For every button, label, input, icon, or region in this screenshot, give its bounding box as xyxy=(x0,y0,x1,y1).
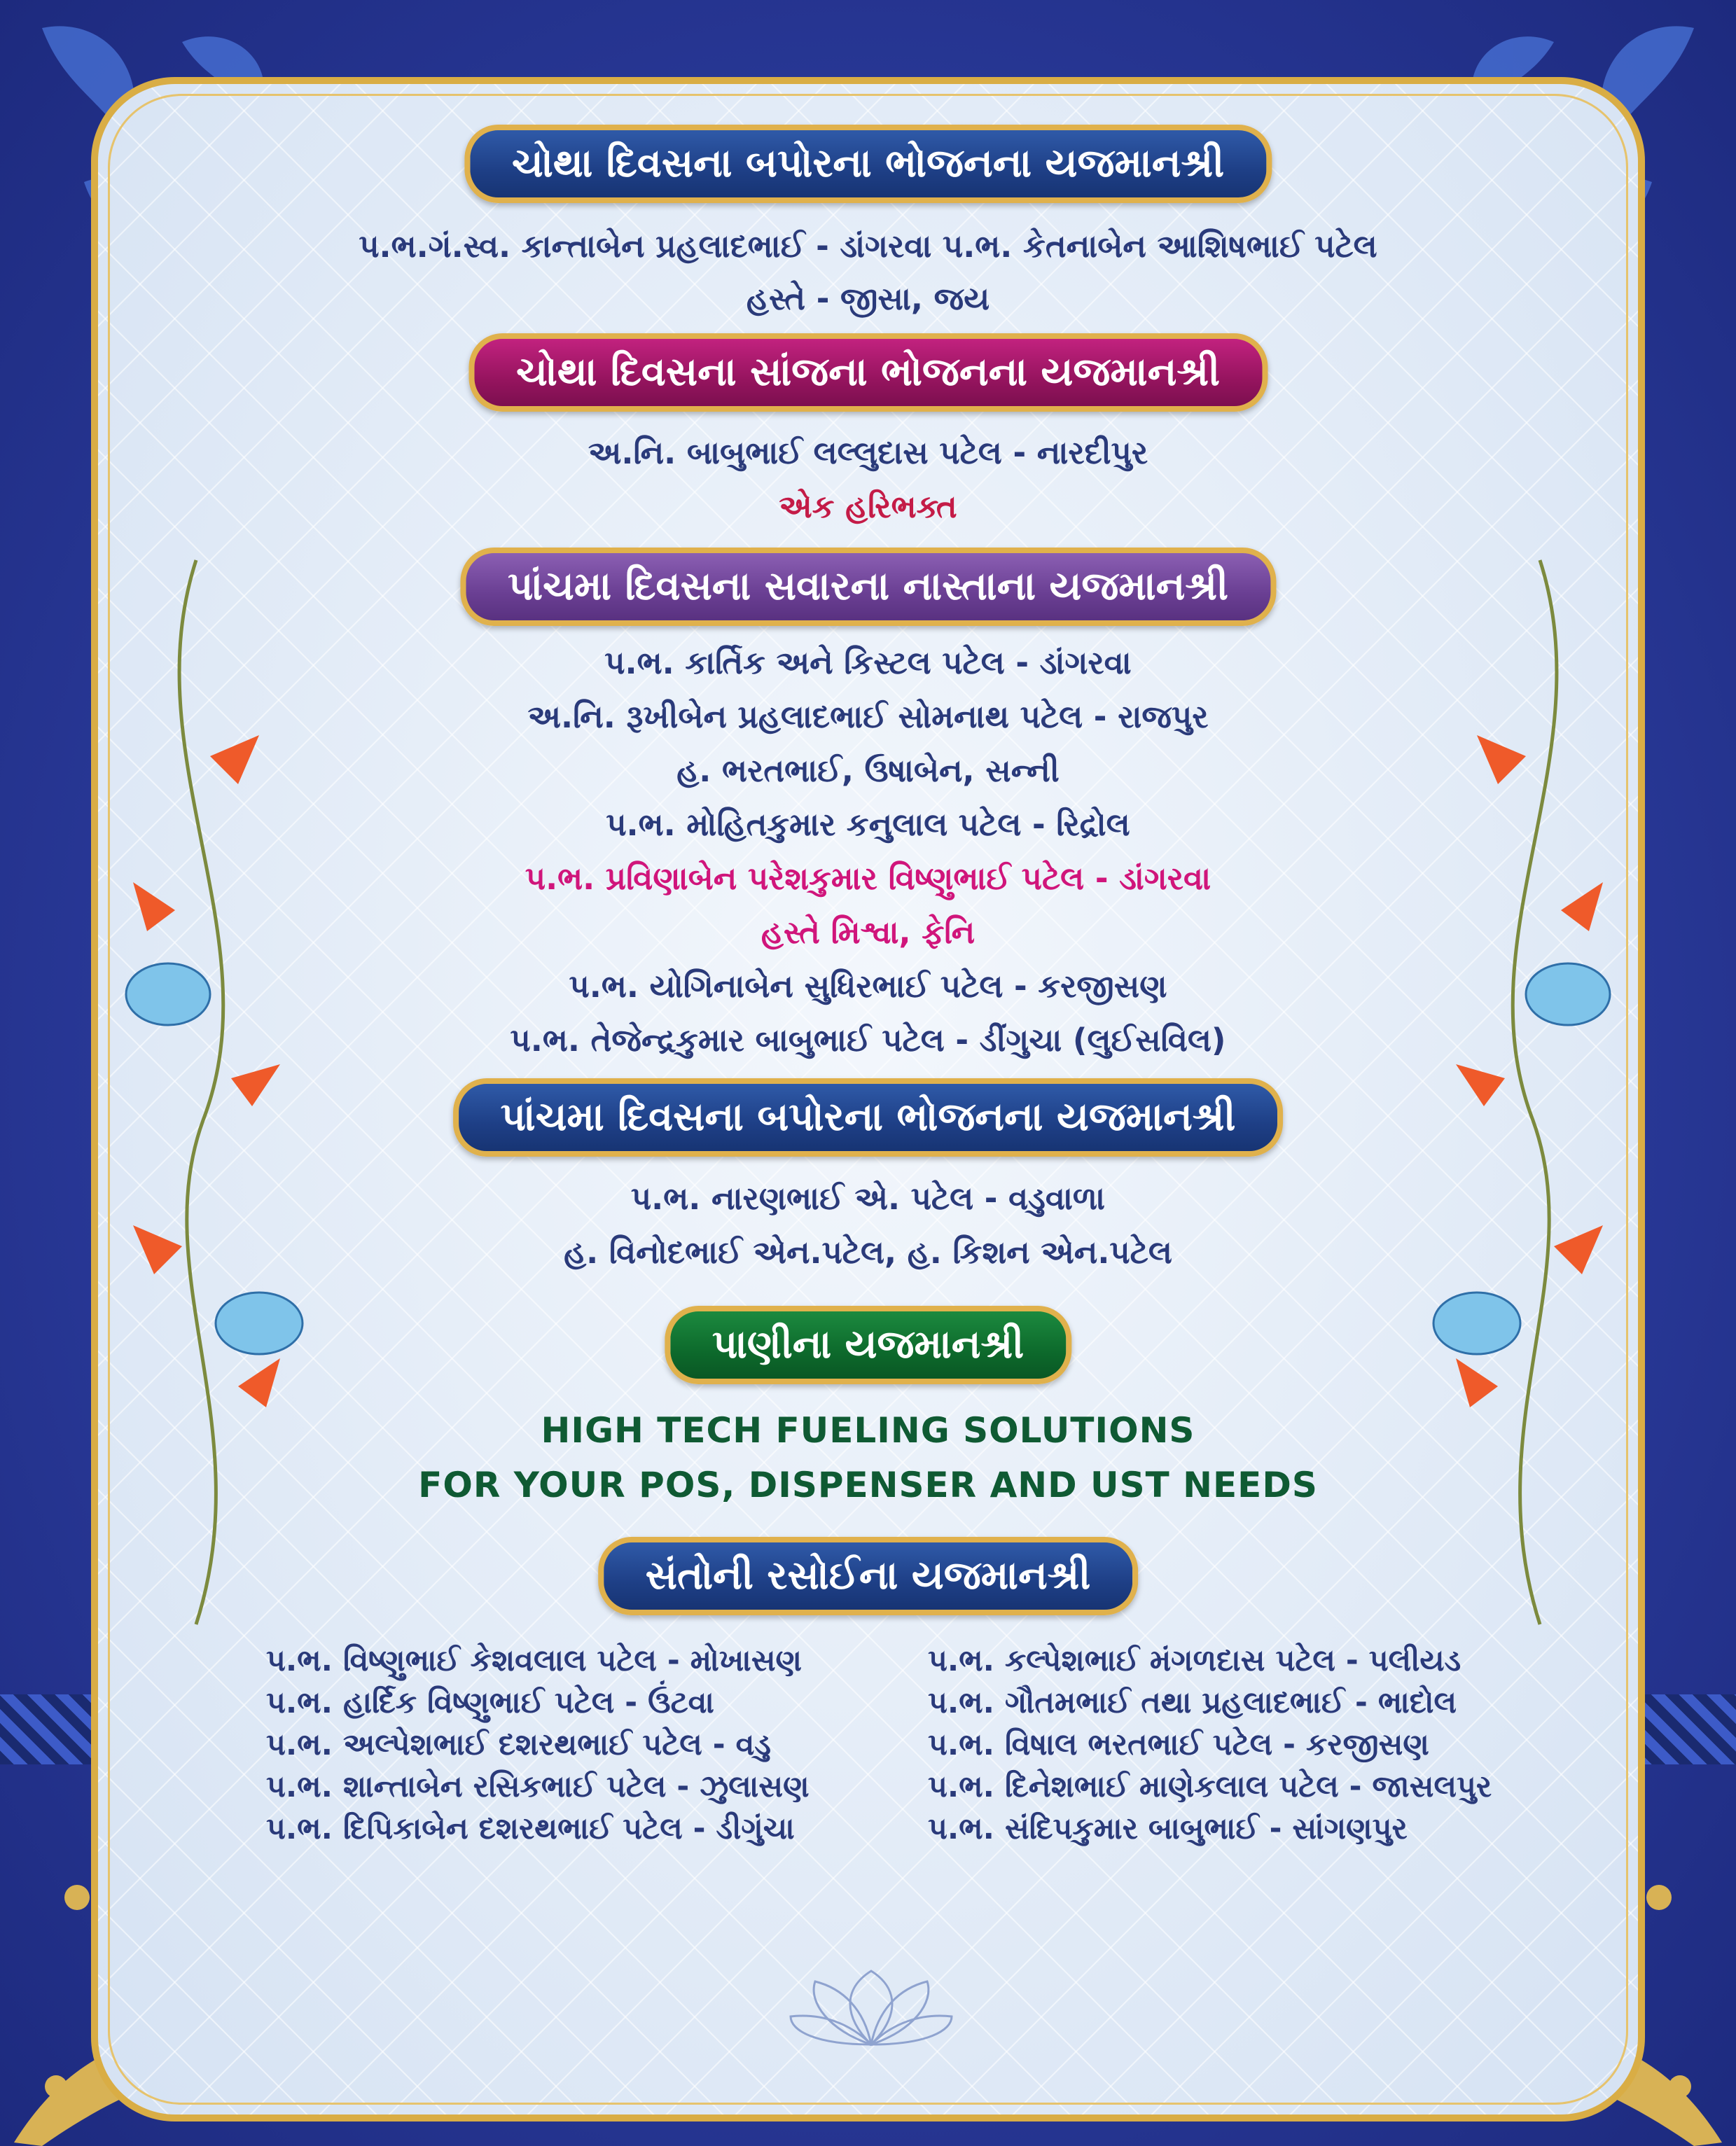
content-frame xyxy=(91,77,1645,2121)
list-item: પ.ભ. દિનેશભાઈ માણેકલાલ પટેલ - જાસલપુર xyxy=(928,1769,1492,1804)
banner-day5-lunch: પાંચમા દિવસના બપોરના ભોજનના યજમાનશ્રી xyxy=(453,1078,1284,1157)
list-item: પ.ભ. દિપિકાબેન દશરથભાઈ પટેલ - ડીગુંચા xyxy=(266,1811,795,1846)
sponsor-line: હસ્તે મિશ્વા, ફેનિ xyxy=(761,914,975,951)
sponsor-line: પ.ભ. તેજેન્દ્રકુમાર બાબુભાઈ પટેલ - ડીંગુચા (લુઈસવિલ) xyxy=(510,1022,1226,1059)
banner-day5-breakfast: પાંચમા દિવસના સવારના નાસ્તાના યજમાનશ્રી xyxy=(460,548,1276,626)
banner-water: પાણીના યજમાનશ્રી xyxy=(665,1306,1071,1384)
sponsor-line: હ. વિનોદભાઈ એન.પટેલ, હ. કિશન એન.પટેલ xyxy=(564,1234,1172,1271)
sponsor-line: અ.નિ. રૂખીબેન પ્રહલાદભાઈ સોમનાથ પટેલ - રાજપુર xyxy=(527,698,1209,735)
sponsor-line: પ.ભ. મોહિતકુમાર કનુલાલ પટેલ - રિદ્રોલ xyxy=(606,806,1130,843)
sponsor-line: પ.ભ.ગં.સ્વ. કાન્તાબેન પ્રહલાદભાઈ - ડાંગરવા પ.ભ. કેતનાબેન આશિષભાઈ પટેલ xyxy=(359,228,1377,265)
sponsor-line: પ.ભ. નારણભાઈ એ. પટેલ - વડુવાળા xyxy=(630,1180,1106,1217)
sponsor-line: અ.નિ. બાબુભાઈ લલ્લુદાસ પટેલ - નારદીપુર xyxy=(588,434,1148,471)
sponsor-column-right xyxy=(928,1640,1492,1850)
sponsor-line: પ.ભ. પ્રવિણાબેન પરેશકુમાર વિષ્ણુભાઈ પટેલ - ડાંગરવા xyxy=(525,860,1211,897)
sponsor-line: HIGH TECH FUELING SOLUTIONS xyxy=(541,1410,1195,1451)
list-item: પ.ભ. ગૌતમભાઈ તથા પ્રહલાદભાઈ - ભાદોલ xyxy=(928,1685,1457,1720)
banner-day4-lunch: ચોથા દિવસના બપોરના ભોજનના યજમાનશ્રી xyxy=(464,125,1272,203)
list-item: પ.ભ. શાન્તાબેન રસિકભાઈ પટેલ - ઝુલાસણ xyxy=(266,1769,810,1804)
list-item: પ.ભ. વિષ્ણુભાઈ કેશવલાલ પટેલ - મોખાસણ xyxy=(266,1643,803,1678)
list-item: પ.ભ. અલ્પેશભાઈ દશરથભાઈ પટેલ - વડુ xyxy=(266,1727,771,1762)
sponsor-line: પ.ભ. કાર્તિક અને કિસ્ટલ પટેલ - ડાંગરવા xyxy=(604,644,1132,681)
sponsor-line: પ.ભ. યોગિનાબેન સુધિરભાઈ પટેલ - કરજીસણ xyxy=(569,968,1167,1005)
list-item: પ.ભ. સંદિપકુમાર બાબુભાઈ - સાંગણપુર xyxy=(928,1811,1408,1846)
sponsor-line: હસ્તે - જીસા, જય xyxy=(746,280,990,317)
banner-day4-dinner: ચોથા દિવસના સાંજના ભોજનના યજમાનશ્રી xyxy=(468,333,1268,412)
sponsor-column-left xyxy=(266,1640,810,1850)
sponsor-line: FOR YOUR POS, DISPENSER AND UST NEEDS xyxy=(418,1465,1318,1505)
list-item: પ.ભ. હાર્દિક વિષ્ણુભાઈ પટેલ - ઉંટવા xyxy=(266,1685,714,1720)
sponsor-line: હ. ભરતભાઈ, ઉષાબેન, સન્ની xyxy=(676,752,1060,789)
list-item: પ.ભ. કલ્પેશભાઈ મંગળદાસ પટેલ - પલીયડ xyxy=(928,1643,1461,1678)
list-item: પ.ભ. વિષાલ ભરતભાઈ પટેલ - કરજીસણ xyxy=(928,1727,1429,1762)
banner-saints-kitchen: સંતોની રસોઈના યજમાનશ્રી xyxy=(598,1537,1139,1615)
sponsor-line: એક હરિભક્ત xyxy=(779,488,957,525)
